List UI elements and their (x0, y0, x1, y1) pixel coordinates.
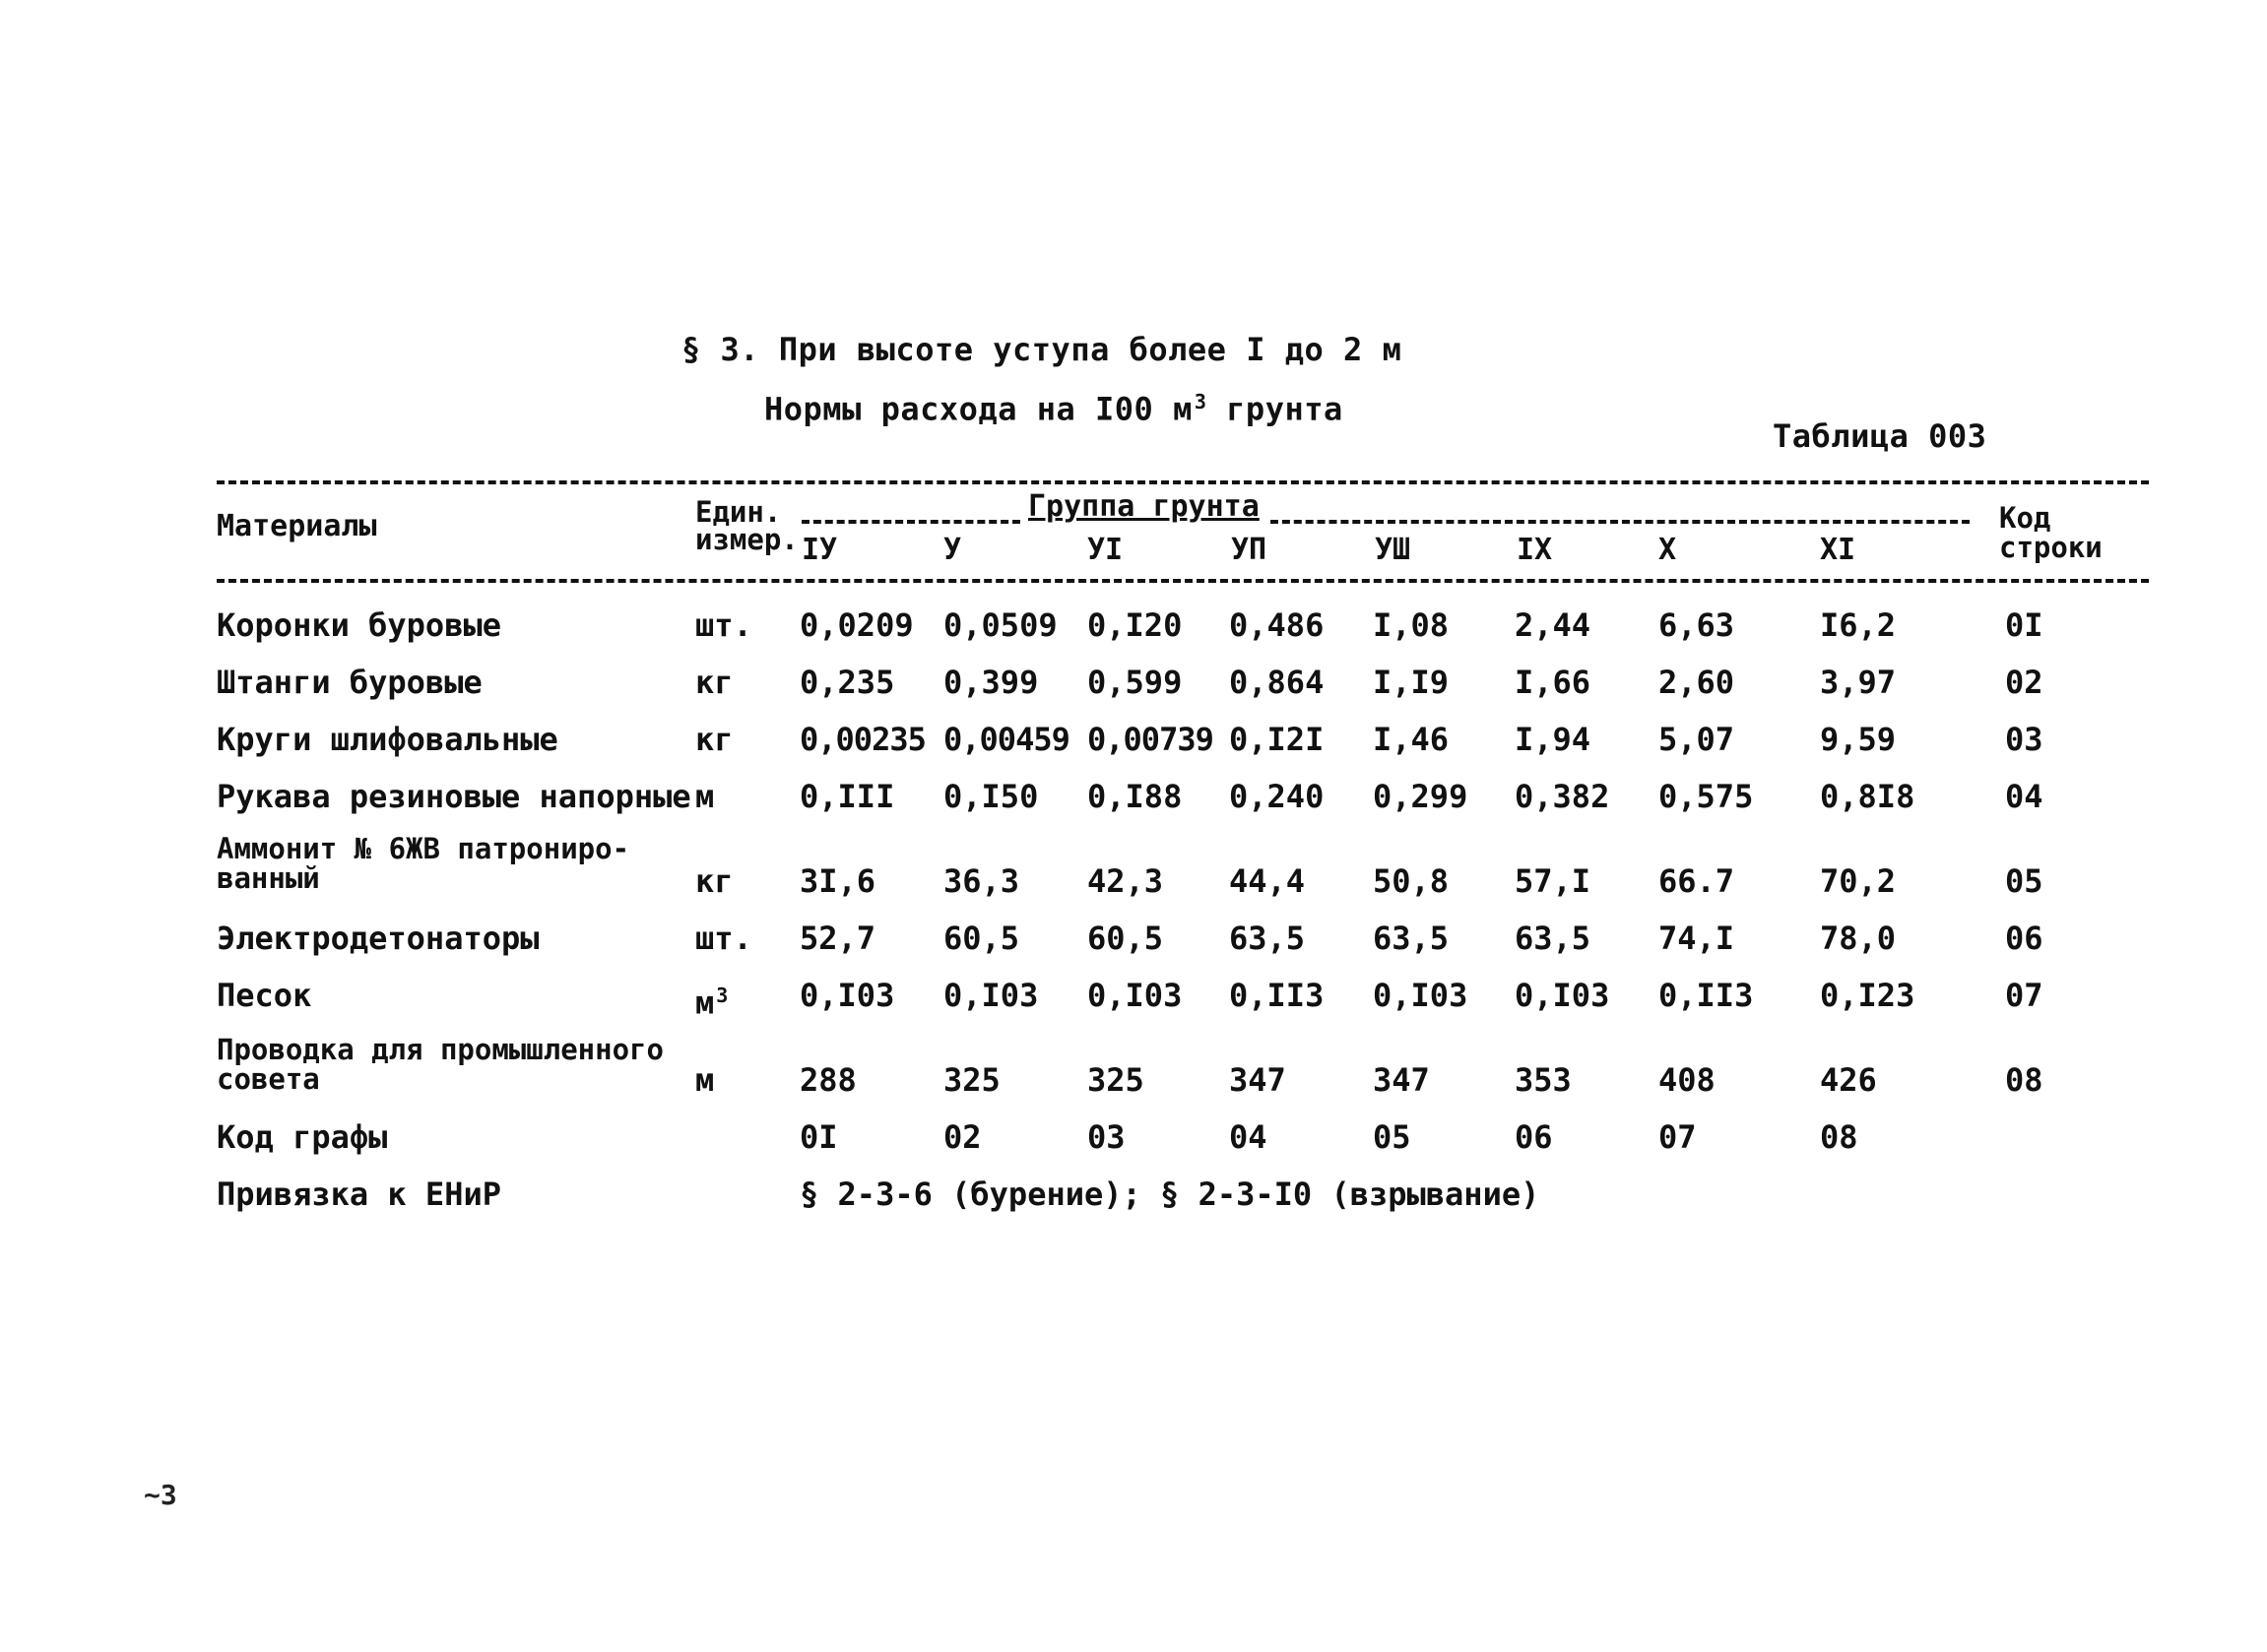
row-7-unit-sup: 3 (716, 984, 729, 1007)
row-7-val-8: 0,I23 (1820, 977, 1915, 1014)
row-3-val-2: 0,00459 (943, 721, 1069, 758)
row-5-val-6: 57,I (1515, 862, 1591, 900)
row-2-name: Штанги буровые (217, 664, 483, 701)
header-code-line2: строки (1999, 531, 2103, 564)
group-rule-right (1270, 520, 1970, 524)
row-7-val-2: 0,I03 (943, 977, 1039, 1014)
row-7-name: Песок (217, 977, 312, 1014)
subtitle-prefix: Нормы расхода на I00 м (764, 390, 1193, 428)
row-8-val-2: 325 (943, 1061, 1001, 1099)
row-8-val-6: 353 (1515, 1061, 1572, 1099)
row-2-unit: кг (695, 664, 734, 701)
row-5-val-4: 44,4 (1229, 862, 1306, 900)
row-2-val-3: 0,599 (1087, 664, 1183, 701)
group-col-4: УП (1231, 533, 1267, 567)
row-4-unit: м (695, 778, 715, 815)
header-soil-group: Группа грунта (1028, 489, 1260, 524)
row-6-name: Электродетонаторы (217, 920, 540, 957)
row-5-val-1: 3I,6 (800, 862, 876, 900)
row-3-val-6: I,94 (1515, 721, 1591, 758)
row-1-val-3: 0,I20 (1087, 606, 1183, 644)
graph-code-2: 02 (943, 1118, 982, 1156)
page-mark: ~3 (144, 1479, 177, 1511)
row-5-code: 05 (2005, 862, 2043, 900)
row-1-val-8: I6,2 (1820, 606, 1897, 644)
row-2-val-8: 3,97 (1820, 664, 1897, 701)
group-rule-left (802, 520, 1020, 524)
group-col-6: IX (1517, 533, 1553, 567)
row-5-val-3: 42,3 (1087, 862, 1164, 900)
table-top-rule (217, 480, 2149, 484)
row-7-code: 07 (2005, 977, 2043, 1014)
row-3-name: Круги шлифовальные (217, 721, 558, 758)
graph-code-4: 04 (1229, 1118, 1267, 1156)
row-2-val-7: 2,60 (1658, 664, 1735, 701)
header-unit-line2: измер. (695, 523, 799, 556)
row-6-val-1: 52,7 (800, 920, 876, 957)
table-label: Таблица 003 (1773, 417, 1987, 455)
group-col-8: XI (1820, 533, 1856, 567)
graph-code-8: 08 (1820, 1118, 1858, 1156)
row-2-val-2: 0,399 (943, 664, 1039, 701)
row-2-val-1: 0,235 (800, 664, 895, 701)
row-7-val-3: 0,I03 (1087, 977, 1183, 1014)
row-7-unit (695, 979, 728, 1020)
row-5-val-7: 66.7 (1658, 862, 1735, 900)
row-4-val-2: 0,I50 (943, 778, 1039, 815)
row-4-val-3: 0,I88 (1087, 778, 1183, 815)
row-7-val-4: 0,II3 (1229, 977, 1325, 1014)
row-4-code: 04 (2005, 778, 2043, 815)
row-8-val-5: 347 (1373, 1061, 1430, 1099)
row-6-code: 06 (2005, 920, 2043, 957)
row-6-val-8: 78,0 (1820, 920, 1897, 957)
group-col-5: УШ (1375, 533, 1411, 567)
graph-code-label: Код графы (217, 1118, 388, 1156)
row-8-val-4: 347 (1229, 1061, 1286, 1099)
row-6-val-5: 63,5 (1373, 920, 1450, 957)
row-1-name: Коронки буровые (217, 606, 501, 644)
row-3-val-3: 0,00739 (1087, 721, 1213, 758)
header-unit-line1: Един. (695, 495, 782, 529)
binding-label: Привязка к ЕНиР (217, 1175, 501, 1213)
row-7-unit-base: м (695, 984, 715, 1022)
row-5-name-line2: ванный (217, 861, 320, 895)
graph-code-3: 03 (1087, 1118, 1126, 1156)
row-8-name-line2: совета (217, 1062, 320, 1096)
binding-text: § 2-3-6 (бурение); § 2-3-I0 (взрывание) (800, 1175, 1540, 1213)
row-1-val-5: I,08 (1373, 606, 1450, 644)
row-8-code: 08 (2005, 1061, 2043, 1099)
row-6-unit: шт. (695, 920, 752, 957)
row-3-code: 03 (2005, 721, 2043, 758)
row-4-val-7: 0,575 (1658, 778, 1754, 815)
row-8-val-7: 408 (1658, 1061, 1716, 1099)
row-3-unit: кг (695, 721, 734, 758)
row-7-val-6: 0,I03 (1515, 977, 1610, 1014)
row-6-val-2: 60,5 (943, 920, 1020, 957)
row-5-unit: кг (695, 862, 734, 900)
norms-subtitle (764, 390, 1343, 428)
row-3-val-7: 5,07 (1658, 721, 1735, 758)
subtitle-sup: 3 (1194, 390, 1207, 413)
row-1-unit: шт. (695, 606, 752, 644)
row-1-code: 0I (2005, 606, 2043, 644)
row-7-val-7: 0,II3 (1658, 977, 1754, 1014)
row-8-name-line1: Проводка для промышленного (217, 1033, 664, 1066)
row-5-val-5: 50,8 (1373, 862, 1450, 900)
row-4-val-4: 0,240 (1229, 778, 1325, 815)
row-6-val-7: 74,I (1658, 920, 1735, 957)
row-1-val-6: 2,44 (1515, 606, 1591, 644)
row-8-unit: м (695, 1061, 715, 1099)
row-7-val-5: 0,I03 (1373, 977, 1468, 1014)
row-5-val-2: 36,3 (943, 862, 1020, 900)
row-5-val-8: 70,2 (1820, 862, 1897, 900)
row-3-val-1: 0,00235 (800, 721, 926, 758)
subtitle-suffix: грунта (1226, 390, 1343, 428)
row-5-name-line1: Аммонит № 6ЖВ патрониро- (217, 832, 630, 865)
row-8-val-1: 288 (800, 1061, 857, 1099)
group-col-1: IУ (802, 533, 838, 567)
row-6-val-3: 60,5 (1087, 920, 1164, 957)
row-1-val-2: 0,0509 (943, 606, 1058, 644)
row-6-val-6: 63,5 (1515, 920, 1591, 957)
row-4-name: Рукава резиновые напорные (217, 778, 691, 815)
row-8-val-3: 325 (1087, 1061, 1144, 1099)
row-4-val-1: 0,III (800, 778, 895, 815)
section-title: § 3. При высоте уступа более I до 2 м (681, 331, 1402, 368)
group-col-3: УI (1087, 533, 1124, 567)
row-7-val-1: 0,I03 (800, 977, 895, 1014)
row-8-val-8: 426 (1820, 1061, 1877, 1099)
row-2-val-5: I,I9 (1373, 664, 1450, 701)
graph-code-6: 06 (1515, 1118, 1553, 1156)
row-3-val-5: I,46 (1373, 721, 1450, 758)
row-4-val-8: 0,8I8 (1820, 778, 1915, 815)
row-6-val-4: 63,5 (1229, 920, 1306, 957)
row-2-code: 02 (2005, 664, 2043, 701)
header-code-line1: Код (1999, 501, 2051, 535)
row-1-val-4: 0,486 (1229, 606, 1325, 644)
graph-code-7: 07 (1658, 1118, 1697, 1156)
row-1-val-7: 6,63 (1658, 606, 1735, 644)
graph-code-5: 05 (1373, 1118, 1411, 1156)
graph-code-1: 0I (800, 1118, 838, 1156)
group-col-2: У (943, 533, 962, 567)
row-2-val-4: 0,864 (1229, 664, 1325, 701)
row-3-val-4: 0,I2I (1229, 721, 1325, 758)
row-1-val-1: 0,0209 (800, 606, 914, 644)
row-2-val-6: I,66 (1515, 664, 1591, 701)
row-4-val-6: 0,382 (1515, 778, 1610, 815)
table-header-rule (217, 579, 2149, 583)
row-3-val-8: 9,59 (1820, 721, 1897, 758)
header-materials: Материалы (217, 509, 377, 543)
group-col-7: X (1658, 533, 1677, 567)
row-4-val-5: 0,299 (1373, 778, 1468, 815)
